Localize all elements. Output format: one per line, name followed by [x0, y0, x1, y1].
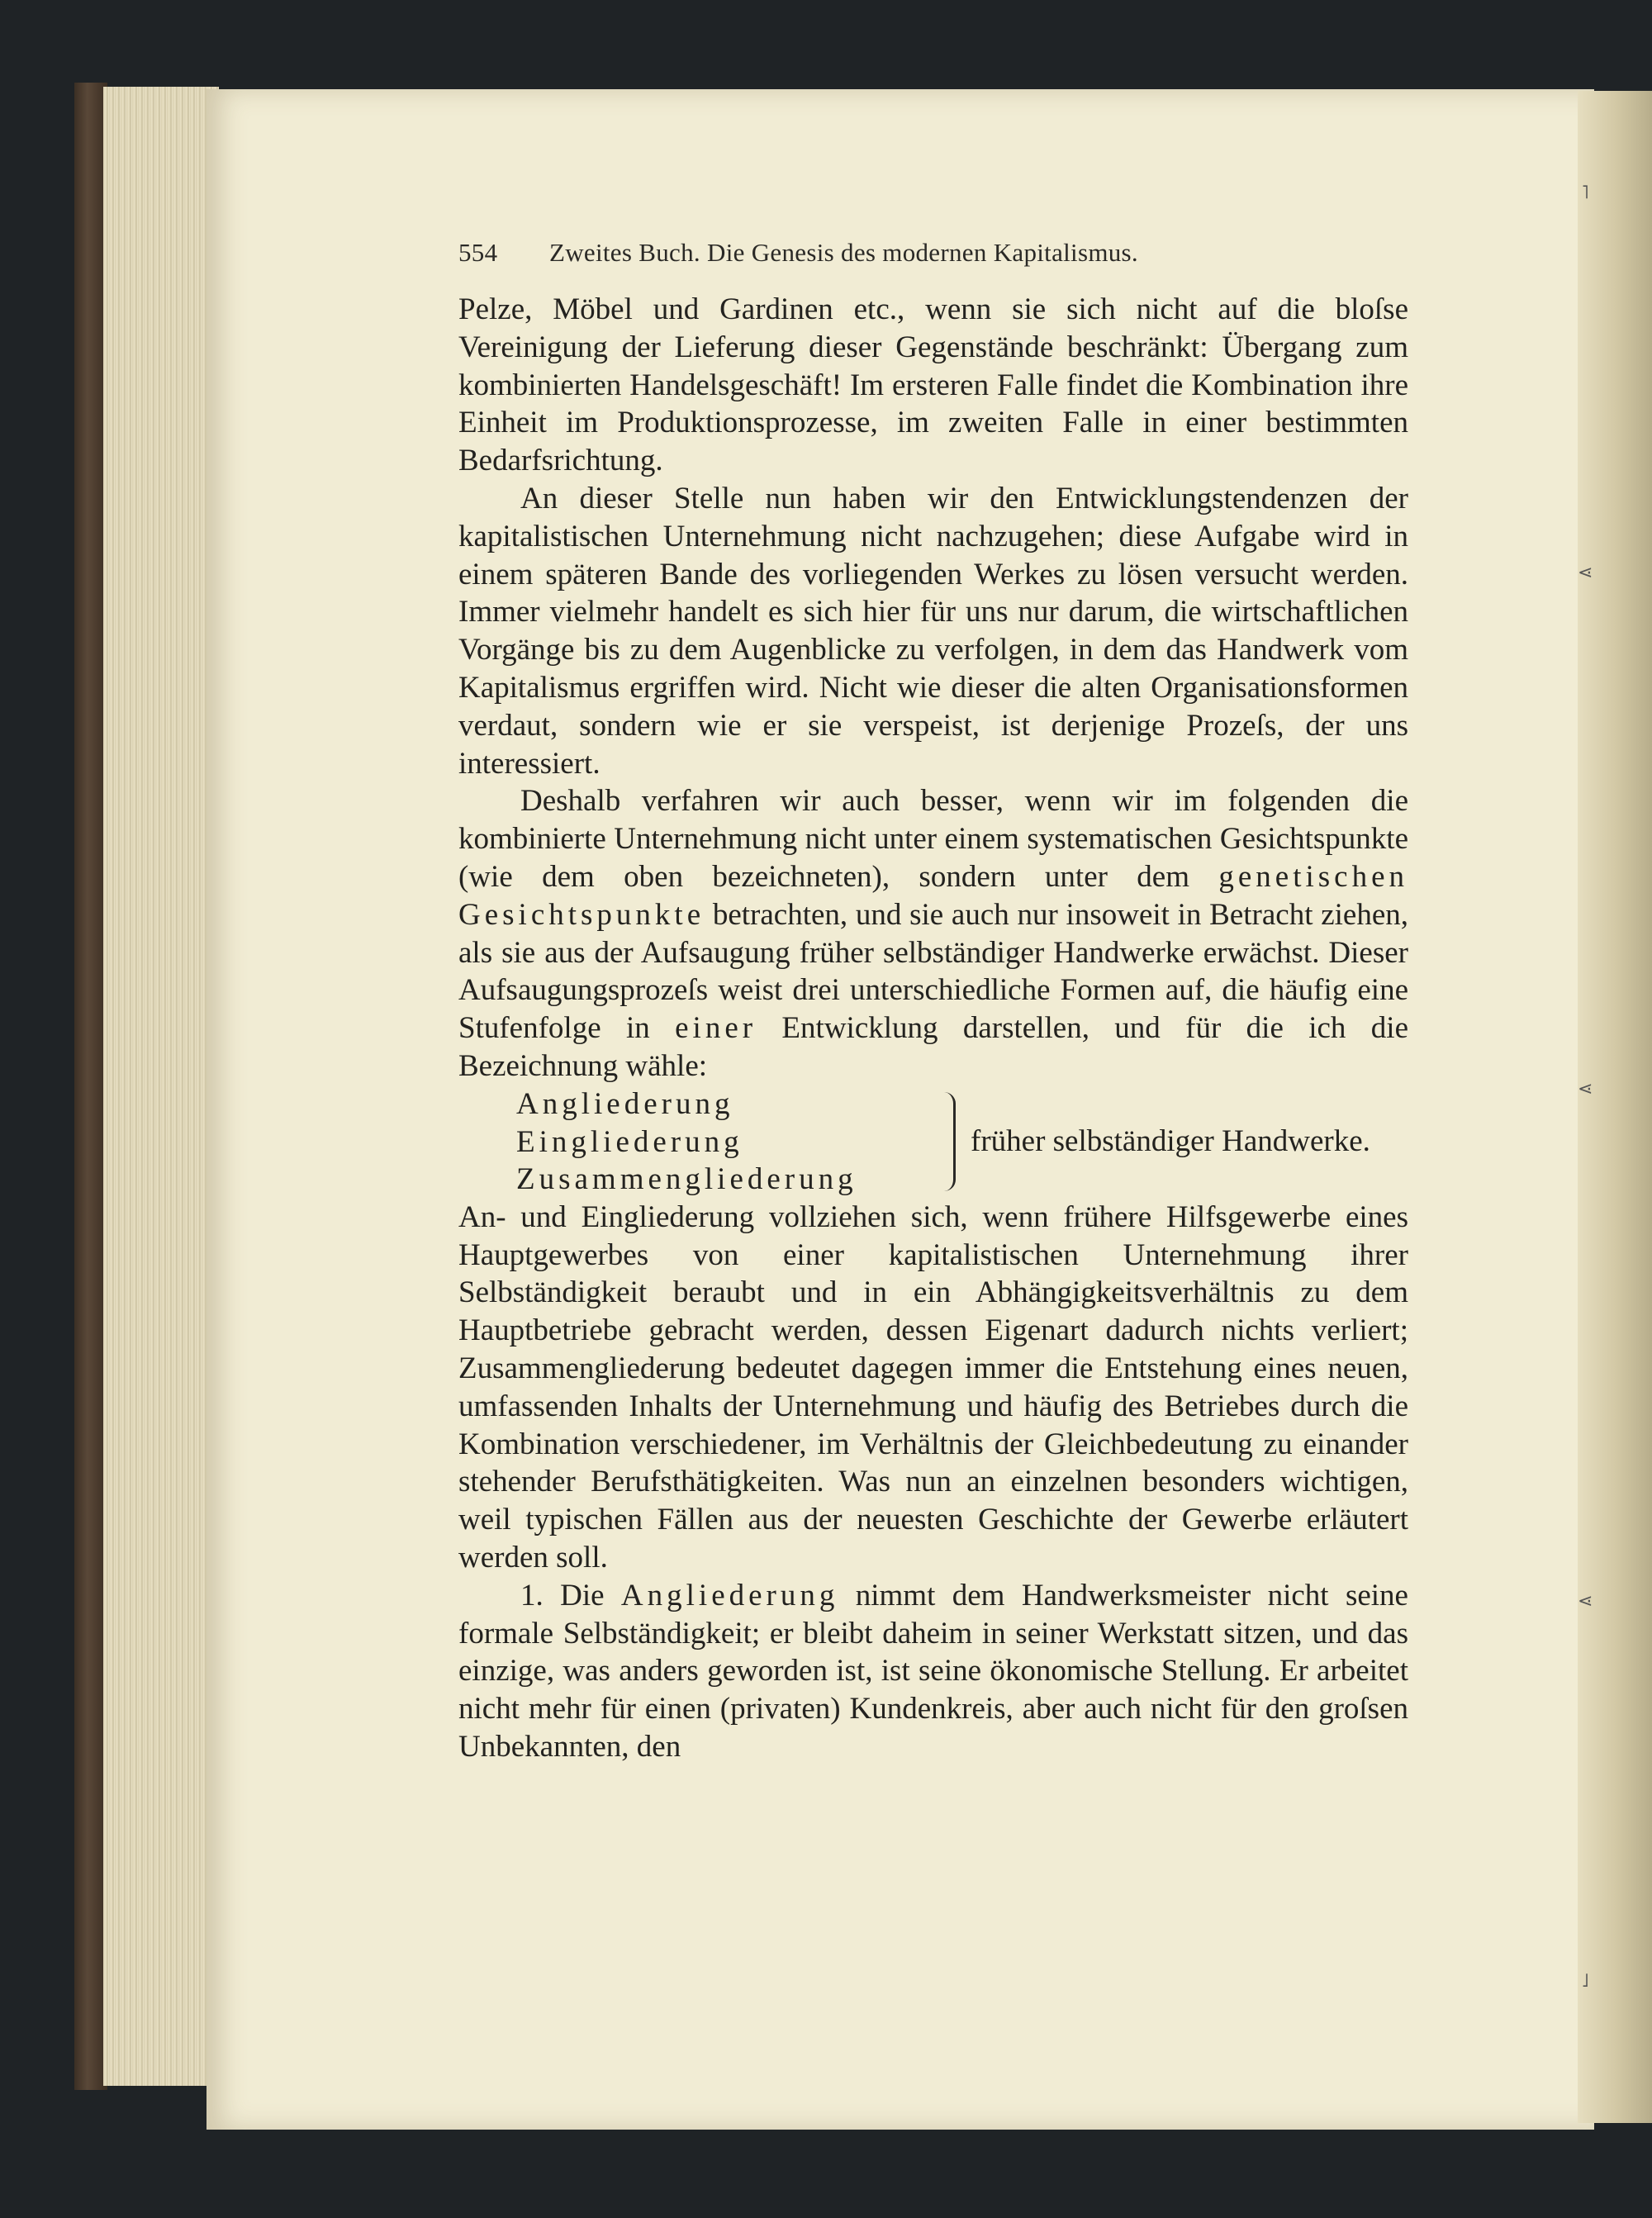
paragraph-5-part-b: nimmt dem Handwerksmeister nicht seine formale Selbständigkeit; er bleibt daheim in seiner Werkstatt sitzen, und das einzige, was anders geworden ist, ist seine ökonomische Stellung. Er arbeitet nicht mehr für einen (privaten) Kundenkreis, aber auch nicht für den groſsen Unbekannten, den — [458, 1578, 1408, 1764]
scheme-terms — [516, 1085, 857, 1199]
paragraph-4: An- und Eingliederung vollziehen sich, wenn frühere Hilfsgewerbe eines Hauptgewerbes von einer kapitalistischen Unternehmung ihrer Selbständigkeit beraubt und in ein Abhängigkeitsverhältnis zu dem Hauptbetriebe gebracht werden, dessen Eigenart dadurch nichts verliert; Zusammengliederung bedeutet dagegen immer die Entstehung eines neuen, umfassenden Inhalts der Unternehmung und häufig des Betriebes durch die Kombination verschiedener, im Verhältnis der Gleichbedeutung zu einander stehender Berufsthätigkeiten. Was nun an einzelnen besonders wichtigen, weil typischen Fällen aus der neuesten Geschichte der Gewerbe erläutert werden soll. — [458, 1199, 1408, 1574]
margin-mark-icon — [1582, 1970, 1590, 1978]
paragraph-3 — [458, 782, 1408, 1085]
paragraph-3-part-a: Deshalb verfahren wir auch besser, wenn wir im folgenden die kombinierte Unternehmung nicht unter einem systematischen Gesichtspunkte (wie dem oben bezeichneten), sondern unter dem — [458, 784, 1408, 894]
paragraph-3-part-b: betrachten, und sie auch nur insoweit in Betracht ziehen, als sie aus der Aufsaugung früher selbständiger Handwerke erwächst. Dieser Aufsaugungsprozeſs weist drei unterschiedliche Formen auf, die häufig eine Stufenfolge in — [458, 897, 1408, 1046]
scheme-term-3: Zusammengliederung — [516, 1162, 857, 1197]
body-text — [458, 291, 1408, 1766]
facing-page-edge — [1578, 91, 1652, 2123]
running-title: Zweites Buch. Die Genesis des modernen Kapitalismus. — [549, 238, 1138, 267]
paragraph-2: An dieser Stelle nun haben wir den Entwicklungstendenzen der kapitalistischen Unternehmung nicht nachzugehen; diese Aufgabe wird in einem späteren Bande des vorliegenden Werkes zu lösen versucht werden. Immer vielmehr handelt es sich hier für uns nur darum, die wirtschaftlichen Vorgänge bis zu dem Augenblicke zu verfolgen, in dem das Handwerk vom Kapitalismus ergriffen wird. Nicht wie dieser die alten Organisationsformen verdaut, sondern wie er sie verspeist, ist derjenige Prozeſs, der uns interessiert. — [458, 481, 1408, 781]
scheme-term-2: Eingliederung — [516, 1124, 743, 1159]
spaced-term-angliederung: Angliederung — [620, 1578, 839, 1612]
margin-mark-icon — [1578, 562, 1586, 570]
classification-scheme — [516, 1085, 1408, 1199]
margin-mark-icon — [1582, 182, 1590, 190]
paragraph-5-part-a: 1. Die — [520, 1578, 621, 1612]
spaced-term-einer: einer — [675, 1011, 757, 1046]
page-stack-edge — [103, 87, 219, 2086]
paragraph-5 — [458, 1577, 1408, 1766]
curly-brace — [942, 1092, 956, 1191]
margin-mark-icon — [1578, 1078, 1586, 1086]
paragraph-3-part-c: Entwicklung darstellen, und für die ich die Bezeichnung wähle: — [458, 1011, 1408, 1083]
running-header — [458, 238, 1404, 268]
scheme-term-1: Angliederung — [516, 1086, 734, 1121]
paragraph-1: Pelze, Möbel und Gardinen etc., wenn sie sich nicht auf die bloſse Vereinigung der Lieferung dieser Gegenstände beschränkt: Übergang zum kombinierten Handelsgeschäft! Im ersteren Falle findet die Kombination ihre Einheit im Produktionsprozesse, im zweiten Falle in einer bestimmten Bedarfsrichtung. — [458, 292, 1408, 478]
scheme-target: früher selbständiger Handwerke. — [971, 1123, 1370, 1158]
page-number: 554 — [458, 238, 498, 267]
margin-mark-icon — [1578, 1590, 1586, 1598]
book-cover-edge — [74, 83, 107, 2090]
spaced-term-genetic: genetischen Gesichtspunkte — [458, 859, 1408, 932]
